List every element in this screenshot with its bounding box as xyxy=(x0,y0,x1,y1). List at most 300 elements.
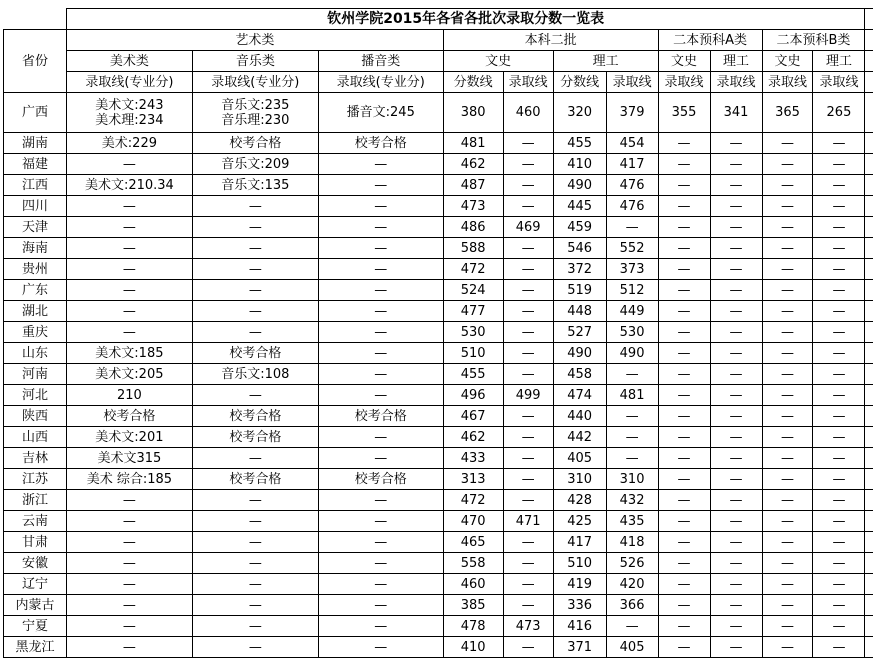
first-batch-header: 本科二批 xyxy=(443,30,658,51)
science-score-line-cell: 410 xyxy=(553,154,606,175)
music-cell: — xyxy=(192,532,318,553)
liberal-admit-line-cell: — xyxy=(503,532,553,553)
science-score-line-cell: 474 xyxy=(553,385,606,406)
broadcast-cell: — xyxy=(318,616,443,637)
pre-b-science-admit-header: 录取线 xyxy=(813,72,865,93)
table-row xyxy=(4,616,873,637)
pre-a-liberal-cell: — xyxy=(658,196,710,217)
broadcast-cell: — xyxy=(318,322,443,343)
province-cell: 四川 xyxy=(4,196,67,217)
table-row xyxy=(4,574,873,595)
science-score-line-cell: 425 xyxy=(553,511,606,532)
province-header: 省份 xyxy=(4,30,67,93)
pre-b-science-header: 理工 xyxy=(813,51,865,72)
table-row xyxy=(4,406,873,427)
pre-a-liberal-cell: — xyxy=(658,154,710,175)
science-score-line-cell: 448 xyxy=(553,301,606,322)
pre-a-liberal-cell: — xyxy=(658,385,710,406)
liberal-admit-line-cell: — xyxy=(503,280,553,301)
table-row xyxy=(4,343,873,364)
table-row xyxy=(4,364,873,385)
music-cell: 校考合格 xyxy=(192,343,318,364)
liberal-score-line-cell: 433 xyxy=(443,448,503,469)
science-score-line-cell: 310 xyxy=(553,469,606,490)
fine-art-subheader: 录取线(专业分) xyxy=(66,72,192,93)
liberal-admit-line-cell: — xyxy=(503,301,553,322)
music-cell: — xyxy=(192,301,318,322)
liberal-admit-line-cell: — xyxy=(503,154,553,175)
edge-cell xyxy=(865,385,873,406)
science-admit-line-cell: 379 xyxy=(606,93,658,133)
broadcast-cell: — xyxy=(318,553,443,574)
pre-a-science-cell: — xyxy=(710,532,762,553)
table-row xyxy=(4,175,873,196)
music-cell: — xyxy=(192,511,318,532)
pre-b-science-cell: — xyxy=(813,217,865,238)
province-cell: 江西 xyxy=(4,175,67,196)
broadcast-cell: — xyxy=(318,511,443,532)
edge-cell xyxy=(865,448,873,469)
liberal-admit-line-cell: 471 xyxy=(503,511,553,532)
art-group-header: 艺术类 xyxy=(66,30,443,51)
pre-b-liberal-cell: — xyxy=(762,469,813,490)
province-cell: 云南 xyxy=(4,511,67,532)
pre-b-liberal-cell: — xyxy=(762,301,813,322)
music-subheader: 录取线(专业分) xyxy=(192,72,318,93)
province-cell: 安徽 xyxy=(4,553,67,574)
pre-b-science-cell: — xyxy=(813,511,865,532)
science-admit-line-cell: 512 xyxy=(606,280,658,301)
edge-cell xyxy=(865,217,873,238)
pre-a-liberal-admit-header: 录取线 xyxy=(658,72,710,93)
province-cell: 重庆 xyxy=(4,322,67,343)
pre-a-science-cell: — xyxy=(710,616,762,637)
province-cell: 吉林 xyxy=(4,448,67,469)
science-score-line-cell: 510 xyxy=(553,553,606,574)
pre-a-science-cell: — xyxy=(710,259,762,280)
science-admit-line-cell: — xyxy=(606,217,658,238)
music-cell: — xyxy=(192,217,318,238)
pre-b-science-cell: 265 xyxy=(813,93,865,133)
edge-cell xyxy=(865,51,873,72)
science-score-line-cell: 372 xyxy=(553,259,606,280)
science-score-line-cell: 490 xyxy=(553,343,606,364)
science-score-line-cell: 445 xyxy=(553,196,606,217)
fine-art-cell: 美术文:205 xyxy=(66,364,192,385)
music-cell: — xyxy=(192,490,318,511)
edge-cell xyxy=(865,238,873,259)
province-cell: 河北 xyxy=(4,385,67,406)
edge-cell xyxy=(865,616,873,637)
liberal-admit-line-cell: — xyxy=(503,322,553,343)
science-score-line-cell: 458 xyxy=(553,364,606,385)
pre-b-science-cell: — xyxy=(813,154,865,175)
music-cell: — xyxy=(192,196,318,217)
liberal-score-line-cell: 473 xyxy=(443,196,503,217)
edge-cell xyxy=(865,637,873,658)
liberal-admit-line-cell: 499 xyxy=(503,385,553,406)
table-row xyxy=(4,93,873,133)
science-admit-line-cell: 552 xyxy=(606,238,658,259)
pre-a-science-cell: — xyxy=(710,427,762,448)
science-score-line-cell: 336 xyxy=(553,595,606,616)
pre-a-liberal-cell: — xyxy=(658,595,710,616)
edge-cell xyxy=(865,574,873,595)
liberal-admit-line-cell: — xyxy=(503,196,553,217)
pre-a-liberal-cell: — xyxy=(658,301,710,322)
pre-a-science-cell: — xyxy=(710,280,762,301)
edge-cell xyxy=(865,280,873,301)
pre-a-liberal-cell: — xyxy=(658,532,710,553)
broadcast-header: 播音类 xyxy=(318,51,443,72)
pre-a-science-cell: 341 xyxy=(710,93,762,133)
broadcast-cell: — xyxy=(318,448,443,469)
liberal-admit-line-cell: — xyxy=(503,133,553,154)
pre-b-liberal-cell: — xyxy=(762,511,813,532)
pre-a-science-cell: — xyxy=(710,490,762,511)
pre-a-science-cell: — xyxy=(710,154,762,175)
pre-a-liberal-header: 文史 xyxy=(658,51,710,72)
science-score-line-cell: 419 xyxy=(553,574,606,595)
science-admit-line-cell: 449 xyxy=(606,301,658,322)
fine-art-cell xyxy=(66,93,192,133)
liberal-score-line-cell: 385 xyxy=(443,595,503,616)
science-score-line-cell: 519 xyxy=(553,280,606,301)
music-line: 音乐理:230 xyxy=(221,112,290,128)
pre-b-liberal-cell: — xyxy=(762,280,813,301)
edge-cell xyxy=(865,406,873,427)
fine-art-cell: — xyxy=(66,280,192,301)
pre-a-science-cell: — xyxy=(710,238,762,259)
liberal-score-line-cell: 460 xyxy=(443,574,503,595)
liberal-admit-line-cell: 473 xyxy=(503,616,553,637)
liberal-score-line-cell: 510 xyxy=(443,343,503,364)
music-cell xyxy=(192,93,318,133)
broadcast-cell: 校考合格 xyxy=(318,133,443,154)
pre-a-liberal-cell: — xyxy=(658,259,710,280)
pre-b-science-cell: — xyxy=(813,343,865,364)
science-score-line-cell: 428 xyxy=(553,490,606,511)
liberal-admit-line-cell: — xyxy=(503,574,553,595)
province-cell: 黑龙江 xyxy=(4,637,67,658)
pre-b-liberal-cell: — xyxy=(762,322,813,343)
fine-art-cell: — xyxy=(66,595,192,616)
broadcast-cell: — xyxy=(318,574,443,595)
liberal-admit-line-cell: — xyxy=(503,238,553,259)
liberal-admit-line-cell: — xyxy=(503,175,553,196)
liberal-score-line-cell: 524 xyxy=(443,280,503,301)
fine-art-cell: 美术文:210.34 xyxy=(66,175,192,196)
pre-a-science-cell: — xyxy=(710,385,762,406)
pre-b-liberal-cell: — xyxy=(762,448,813,469)
pre-a-science-cell: — xyxy=(710,406,762,427)
pre-a-science-cell: — xyxy=(710,511,762,532)
broadcast-subheader: 录取线(专业分) xyxy=(318,72,443,93)
pre-b-liberal-cell: — xyxy=(762,427,813,448)
pre-a-science-header: 理工 xyxy=(710,51,762,72)
broadcast-cell: — xyxy=(318,343,443,364)
science-admit-line-cell: — xyxy=(606,406,658,427)
liberal-score-line-cell: 487 xyxy=(443,175,503,196)
admission-scores-sheet xyxy=(3,8,873,658)
music-cell: — xyxy=(192,448,318,469)
pre-a-liberal-cell: — xyxy=(658,175,710,196)
table-row xyxy=(4,553,873,574)
edge-cell xyxy=(865,175,873,196)
liberal-score-line-cell: 313 xyxy=(443,469,503,490)
broadcast-cell: 校考合格 xyxy=(318,469,443,490)
pre-a-science-cell: — xyxy=(710,343,762,364)
liberal-admit-line-cell: — xyxy=(503,259,553,280)
broadcast-cell: — xyxy=(318,280,443,301)
pre-b-liberal-cell: — xyxy=(762,175,813,196)
edge-cell xyxy=(865,532,873,553)
science-score-line-cell: 546 xyxy=(553,238,606,259)
music-cell: — xyxy=(192,637,318,658)
pre-a-science-cell: — xyxy=(710,574,762,595)
science-admit-line-cell: — xyxy=(606,427,658,448)
fine-art-cell: 校考合格 xyxy=(66,406,192,427)
science-admit-line-cell: 405 xyxy=(606,637,658,658)
fine-art-cell: — xyxy=(66,490,192,511)
science-score-line-cell: 417 xyxy=(553,532,606,553)
table-row xyxy=(4,133,873,154)
fine-art-header: 美术类 xyxy=(66,51,192,72)
edge-cell xyxy=(865,72,873,93)
music-cell: — xyxy=(192,238,318,259)
province-cell: 陕西 xyxy=(4,406,67,427)
liberal-score-line-cell: 558 xyxy=(443,553,503,574)
liberal-score-line-cell: 462 xyxy=(443,427,503,448)
science-admit-line-cell: 476 xyxy=(606,175,658,196)
table-row xyxy=(4,511,873,532)
broadcast-cell: — xyxy=(318,259,443,280)
science-score-line-cell: 320 xyxy=(553,93,606,133)
pre-a-science-cell: — xyxy=(710,175,762,196)
fine-art-cell: — xyxy=(66,637,192,658)
table-row xyxy=(4,280,873,301)
table-row xyxy=(4,259,873,280)
music-line: 音乐文:235 xyxy=(221,97,290,113)
fine-art-cell: 美术:229 xyxy=(66,133,192,154)
pre-b-liberal-admit-header: 录取线 xyxy=(762,72,813,93)
pre-a-liberal-cell: — xyxy=(658,280,710,301)
music-cell: — xyxy=(192,574,318,595)
pre-a-liberal-cell: — xyxy=(658,574,710,595)
science-admit-line-cell: 454 xyxy=(606,133,658,154)
pre-a-science-cell: — xyxy=(710,301,762,322)
pre-b-science-cell: — xyxy=(813,133,865,154)
science-admit-line-cell: 432 xyxy=(606,490,658,511)
fine-art-cell: 美术 综合:185 xyxy=(66,469,192,490)
table-row xyxy=(4,301,873,322)
broadcast-cell: — xyxy=(318,637,443,658)
edge-cell xyxy=(865,595,873,616)
province-cell: 广西 xyxy=(4,93,67,133)
science-score-line-cell: 442 xyxy=(553,427,606,448)
liberal-admit-line-cell: — xyxy=(503,448,553,469)
pre-b-science-cell: — xyxy=(813,553,865,574)
science-score-line-cell: 440 xyxy=(553,406,606,427)
liberal-admit-line-cell: — xyxy=(503,427,553,448)
edge-cell xyxy=(865,343,873,364)
table-row xyxy=(4,532,873,553)
liberal-admit-line-cell: — xyxy=(503,595,553,616)
table-title: 钦州学院2015年各省各批次录取分数一览表 xyxy=(66,9,865,30)
fine-art-cell: — xyxy=(66,196,192,217)
pre-b-science-cell: — xyxy=(813,490,865,511)
fine-art-cell: 210 xyxy=(66,385,192,406)
pre-a-liberal-cell: — xyxy=(658,133,710,154)
table-row xyxy=(4,448,873,469)
science-admit-line-cell: 366 xyxy=(606,595,658,616)
pre-b-liberal-cell: — xyxy=(762,595,813,616)
fine-art-cell: — xyxy=(66,238,192,259)
pre-a-science-cell: — xyxy=(710,133,762,154)
province-cell: 浙江 xyxy=(4,490,67,511)
broadcast-cell: 校考合格 xyxy=(318,406,443,427)
science-admit-line-cell: 526 xyxy=(606,553,658,574)
broadcast-cell: — xyxy=(318,427,443,448)
broadcast-cell: 播音文:245 xyxy=(318,93,443,133)
pre-a-liberal-cell: — xyxy=(658,238,710,259)
pre-a-liberal-cell: — xyxy=(658,322,710,343)
edge-cell xyxy=(865,133,873,154)
broadcast-cell: — xyxy=(318,532,443,553)
pre-b-science-cell: — xyxy=(813,427,865,448)
pre-b-liberal-cell: — xyxy=(762,217,813,238)
liberal-admit-line-header: 录取线 xyxy=(503,72,553,93)
pre-a-science-cell: — xyxy=(710,469,762,490)
music-header: 音乐类 xyxy=(192,51,318,72)
pre-a-liberal-cell: — xyxy=(658,343,710,364)
music-cell: 音乐文:209 xyxy=(192,154,318,175)
pre-b-liberal-cell: — xyxy=(762,133,813,154)
science-score-line-cell: 416 xyxy=(553,616,606,637)
pre-b-liberal-cell: — xyxy=(762,238,813,259)
fine-art-cell: — xyxy=(66,553,192,574)
pre-b-science-cell: — xyxy=(813,595,865,616)
broadcast-cell: — xyxy=(318,301,443,322)
province-cell: 贵州 xyxy=(4,259,67,280)
pre-b-science-cell: — xyxy=(813,385,865,406)
table-row xyxy=(4,238,873,259)
province-cell: 河南 xyxy=(4,364,67,385)
science-admit-line-header: 录取线 xyxy=(606,72,658,93)
liberal-score-line-cell: 410 xyxy=(443,637,503,658)
pre-b-liberal-cell: — xyxy=(762,574,813,595)
liberal-score-line-cell: 467 xyxy=(443,406,503,427)
province-cell: 湖北 xyxy=(4,301,67,322)
pre-b-liberal-cell: — xyxy=(762,532,813,553)
pre-a-science-cell: — xyxy=(710,448,762,469)
pre-b-science-cell: — xyxy=(813,406,865,427)
pre-a-science-cell: — xyxy=(710,364,762,385)
table-row xyxy=(4,154,873,175)
pre-b-science-cell: — xyxy=(813,364,865,385)
fine-art-line: 美术理:234 xyxy=(95,112,164,128)
pre-a-science-cell: — xyxy=(710,637,762,658)
liberal-admit-line-cell: — xyxy=(503,406,553,427)
liberal-score-line-cell: 496 xyxy=(443,385,503,406)
music-cell: 校考合格 xyxy=(192,469,318,490)
pre-b-science-cell: — xyxy=(813,301,865,322)
fine-art-cell: 美术文:185 xyxy=(66,343,192,364)
music-cell: 校考合格 xyxy=(192,427,318,448)
pre-b-liberal-cell: 365 xyxy=(762,93,813,133)
science-score-line-cell: 371 xyxy=(553,637,606,658)
pre-b-liberal-cell: — xyxy=(762,616,813,637)
edge-cell xyxy=(865,9,873,30)
liberal-admit-line-cell: — xyxy=(503,343,553,364)
table-row xyxy=(4,322,873,343)
fine-art-cell: 美术文:201 xyxy=(66,427,192,448)
pre-b-science-cell: — xyxy=(813,196,865,217)
province-cell: 山西 xyxy=(4,427,67,448)
music-cell: — xyxy=(192,322,318,343)
fine-art-cell: — xyxy=(66,616,192,637)
fine-art-cell: — xyxy=(66,511,192,532)
pre-b-liberal-cell: — xyxy=(762,385,813,406)
liberal-score-line-cell: 380 xyxy=(443,93,503,133)
broadcast-cell: — xyxy=(318,175,443,196)
science-score-line-header: 分数线 xyxy=(553,72,606,93)
broadcast-cell: — xyxy=(318,196,443,217)
science-score-line-cell: 459 xyxy=(553,217,606,238)
liberal-score-line-header: 分数线 xyxy=(443,72,503,93)
pre-a-liberal-cell: — xyxy=(658,217,710,238)
province-cell: 福建 xyxy=(4,154,67,175)
liberal-admit-line-cell: 460 xyxy=(503,93,553,133)
science-admit-line-cell: 476 xyxy=(606,196,658,217)
science-admit-line-cell: — xyxy=(606,616,658,637)
broadcast-cell: — xyxy=(318,238,443,259)
liberal-score-line-cell: 530 xyxy=(443,322,503,343)
fine-art-cell: 美术文315 xyxy=(66,448,192,469)
fine-art-cell: — xyxy=(66,322,192,343)
pre-b-liberal-cell: — xyxy=(762,637,813,658)
science-admit-line-cell: 490 xyxy=(606,343,658,364)
pre-b-liberal-cell: — xyxy=(762,364,813,385)
music-cell: — xyxy=(192,385,318,406)
edge-cell xyxy=(865,93,873,133)
edge-cell xyxy=(865,30,873,51)
pre-a-science-cell: — xyxy=(710,553,762,574)
broadcast-cell: — xyxy=(318,385,443,406)
liberal-score-line-cell: 486 xyxy=(443,217,503,238)
liberal-admit-line-cell: — xyxy=(503,637,553,658)
table-row xyxy=(4,196,873,217)
pre-a-science-cell: — xyxy=(710,217,762,238)
pre-b-liberal-cell: — xyxy=(762,196,813,217)
province-cell: 江苏 xyxy=(4,469,67,490)
fine-art-cell: — xyxy=(66,259,192,280)
pre-a-liberal-cell: — xyxy=(658,364,710,385)
science-admit-line-cell: 435 xyxy=(606,511,658,532)
edge-cell xyxy=(865,553,873,574)
pre-b-liberal-cell: — xyxy=(762,343,813,364)
pre-b-science-cell: — xyxy=(813,280,865,301)
science-admit-line-cell: 310 xyxy=(606,469,658,490)
table-row xyxy=(4,469,873,490)
pre-b-science-cell: — xyxy=(813,532,865,553)
pre-a-liberal-cell: — xyxy=(658,637,710,658)
pre-b-science-cell: — xyxy=(813,259,865,280)
table-row xyxy=(4,595,873,616)
pre-a-liberal-cell: — xyxy=(658,553,710,574)
pre-a-liberal-cell: — xyxy=(658,490,710,511)
pre-a-science-admit-header: 录取线 xyxy=(710,72,762,93)
